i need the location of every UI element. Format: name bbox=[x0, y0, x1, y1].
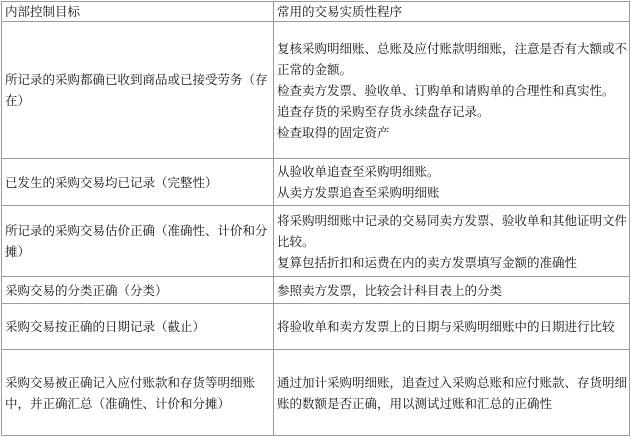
header-row bbox=[2, 2, 630, 22]
procedures-cell bbox=[274, 22, 630, 159]
table-row bbox=[2, 277, 630, 304]
procedures-cell bbox=[274, 159, 630, 206]
objective-cell: 采购交易的分类正确（分类） bbox=[2, 277, 274, 304]
header-objective: 内部控制目标 bbox=[2, 2, 274, 22]
table-row bbox=[2, 350, 630, 436]
objective-cell: 采购交易被正确记入应付账款和存货等明细账中，并正确汇总（准确性、计价和分摊） bbox=[2, 350, 274, 436]
procedure-item: 将采购明细账中记录的交易同卖方发票、验收单和其他证明文件比较。 bbox=[277, 212, 628, 249]
objective-cell: 已发生的采购交易均已记录（完整性） bbox=[2, 159, 274, 206]
table-row bbox=[2, 22, 630, 159]
procedures-cell bbox=[274, 350, 630, 436]
procedures-cell bbox=[274, 277, 630, 304]
audit-procedures-table bbox=[1, 1, 630, 436]
procedures-cell bbox=[274, 206, 630, 277]
table-row bbox=[2, 304, 630, 350]
procedure-item: 复算包括折扣和运费在内的卖方发票填写金额的准确性 bbox=[277, 254, 578, 270]
procedure-item: 将验收单和卖方发票上的日期与采购明细账中的日期进行比较 bbox=[277, 319, 615, 334]
procedure-item: 检查卖方发票、验收单、订购单和请购单的合理性和真实性。 bbox=[277, 82, 615, 98]
procedure-item: 通过加计采购明细账，追查过入采购总账和应付账款、存货明细账的数额是否正确，用以测试过账和汇总的正确性 bbox=[277, 374, 628, 411]
procedures-cell bbox=[274, 304, 630, 350]
procedure-item: 从验收单追查至采购明细账。 bbox=[277, 164, 440, 179]
procedure-item: 参照卖方发票，比较会计科目表上的分类 bbox=[277, 282, 503, 298]
procedure-item: 追查存货的采购至存货永续盘存记录。 bbox=[277, 103, 490, 119]
objective-cell: 采购交易按正确的日期记录（截止） bbox=[2, 304, 274, 350]
procedure-item: 检查取得的固定资产 bbox=[277, 124, 390, 140]
procedure-item: 复核采购明细账、总账及应付账款明细账，注意是否有大额或不正常的金额。 bbox=[277, 40, 628, 77]
objective-cell: 所记录的采购都确已收到商品或已接受劳务（存在） bbox=[2, 22, 274, 159]
table-row bbox=[2, 206, 630, 277]
table-row bbox=[2, 159, 630, 206]
procedure-item: 从卖方发票追查至采购明细账 bbox=[277, 185, 440, 200]
objective-cell: 所记录的采购交易估价正确（准确性、计价和分摊） bbox=[2, 206, 274, 277]
header-procedures: 常用的交易实质性程序 bbox=[274, 2, 630, 22]
